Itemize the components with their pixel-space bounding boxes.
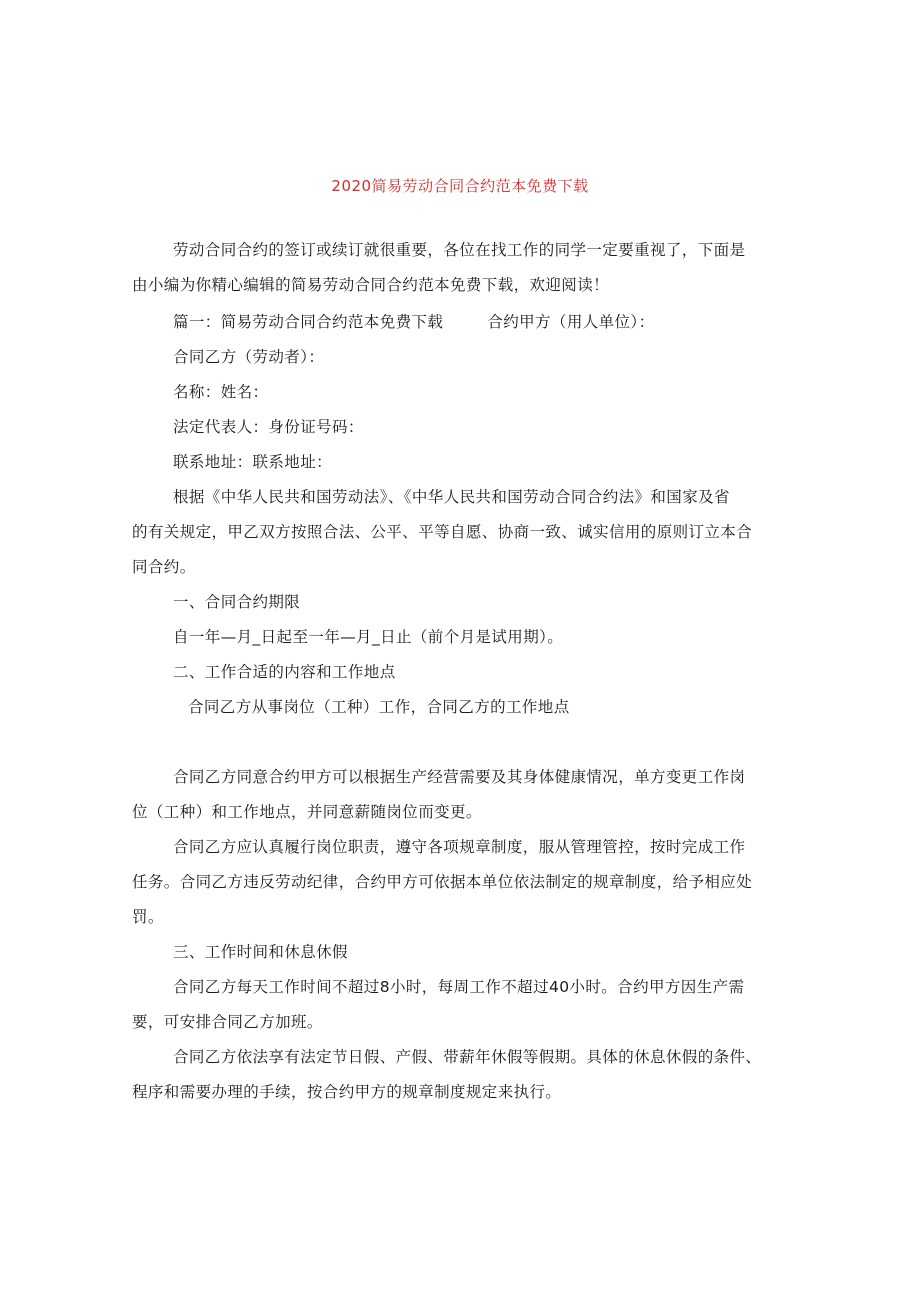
section2-para2-line-3: 罚。 — [132, 908, 164, 926]
section3-para1-line-2: 要，可安排合同乙方加班。 — [132, 1013, 323, 1031]
section2-heading: 二、工作合适的内容和工作地点 — [173, 663, 396, 681]
section3-para2-line-2: 程序和需要办理的手续，按合约甲方的规章制度规定来执行。 — [132, 1083, 562, 1101]
party-a-label: 合约甲方（用人单位）： — [487, 313, 655, 331]
chapter-line — [173, 312, 654, 332]
section3-heading: 三、工作时间和休息休假 — [173, 943, 348, 961]
section3-para2-line-1: 合同乙方依法享有法定节日假、产假、带薪年休假等假期。具体的休息休假的条件、 — [173, 1048, 762, 1066]
section2-text: 合同乙方从事岗位（工种）工作，合同乙方的工作地点 — [188, 698, 570, 716]
basis-line-3: 同合约。 — [132, 558, 196, 576]
representative-line: 法定代表人：身份证号码： — [173, 418, 364, 436]
section3-para1-line-1: 合同乙方每天工作时间不超过8小时，每周工作不超过40小时。合约甲方因生产需 — [173, 978, 745, 996]
basis-line-2: 的有关规定，甲乙双方按照合法、公平、平等自愿、协商一致、诚实信用的原则订立本合 — [132, 523, 753, 541]
document-title: 2020简易劳动合同合约范本免费下载 — [331, 177, 589, 195]
address-line: 联系地址：联系地址： — [173, 453, 333, 471]
party-b-label: 合同乙方（劳动者）： — [173, 348, 325, 366]
section1-heading: 一、合同合约期限 — [173, 593, 301, 611]
chapter-title: 篇一：简易劳动合同合约范本免费下载 — [173, 313, 444, 331]
section2-para2-line-1: 合同乙方应认真履行岗位职责，遵守各项规章制度，服从管理管控，按时完成工作 — [173, 838, 746, 856]
section2-para1-line-2: 位（工种）和工作地点，并同意薪随岗位而变更。 — [132, 803, 482, 821]
intro-line-1: 劳动合同合约的签订或续订就很重要，各位在找工作的同学一定要重视了，下面是 — [173, 241, 746, 259]
section1-text: 自一年—月_日起至一年—月_日止（前个月是试用期）。 — [173, 628, 564, 646]
basis-line-1: 根据《中华人民共和国劳动法》、《中华人民共和国劳动合同合约法》和国家及省 — [173, 488, 730, 506]
section2-para1-line-1: 合同乙方同意合约甲方可以根据生产经营需要及其身体健康情况，单方变更工作岗 — [173, 768, 746, 786]
intro-line-2: 由小编为你精心编辑的简易劳动合同合约范本免费下载，欢迎阅读！ — [132, 276, 610, 294]
name-line: 名称：姓名： — [173, 383, 269, 401]
section2-para2-line-2: 任务。合同乙方违反劳动纪律，合约甲方可依据本单位依法制定的规章制度，给予相应处 — [132, 873, 753, 891]
